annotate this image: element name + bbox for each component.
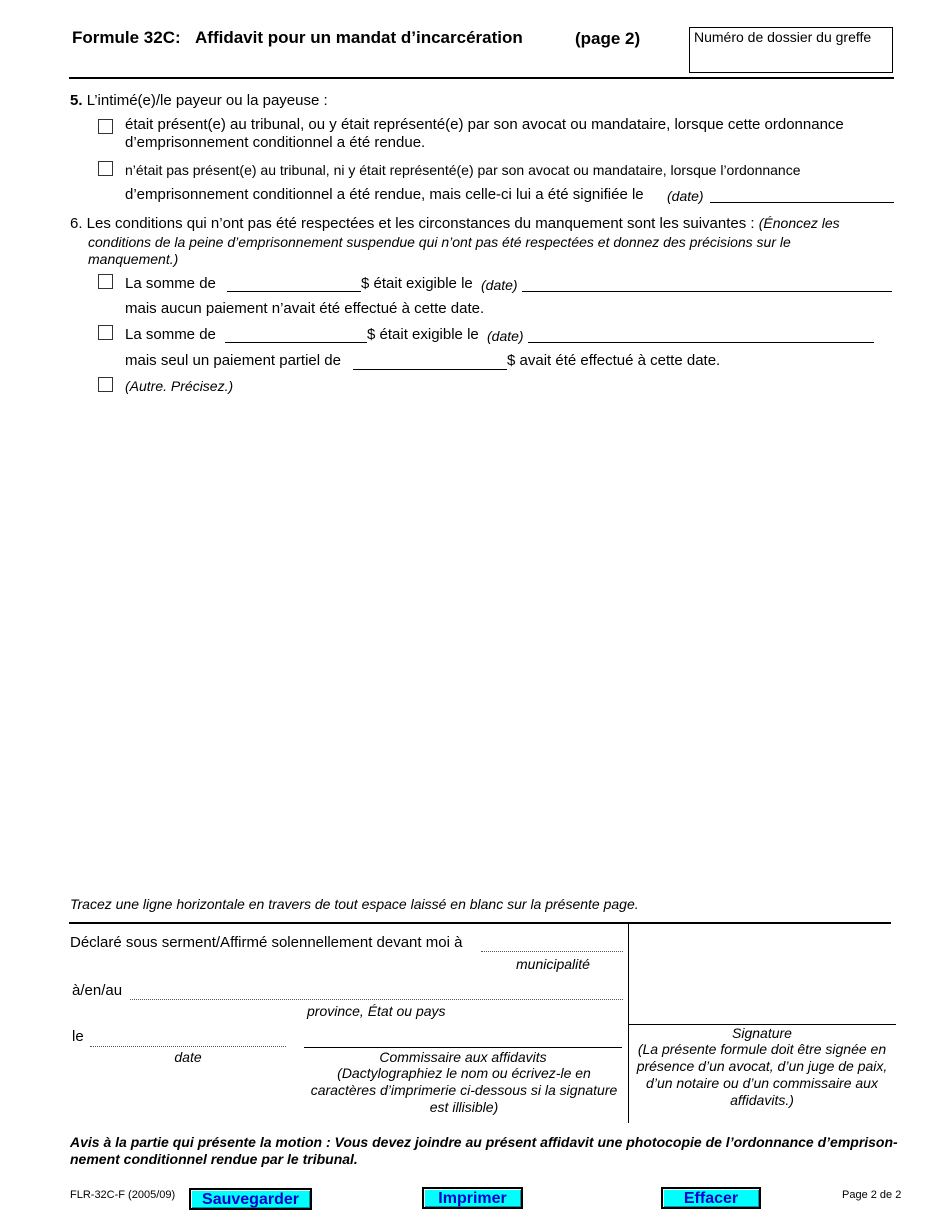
form-number: Formule 32C:	[72, 28, 181, 47]
checkbox-not-present[interactable]	[98, 161, 113, 176]
row1-date-field[interactable]	[522, 291, 892, 292]
form-code: FLR-32C-F (2005/09)	[70, 1189, 176, 1201]
row2-due-label: $ était exigible le	[367, 326, 479, 343]
row2-sum-label: La somme de	[125, 326, 216, 343]
header-rule	[69, 77, 894, 79]
section6-intro	[70, 215, 894, 232]
notice-line2: nement conditionnel rendue par le tribunal.	[70, 1151, 358, 1167]
checkbox-no-payment[interactable]	[98, 274, 113, 289]
row2-made-label: $ avait été effectué à cette date.	[507, 352, 721, 369]
jurat-top-rule	[69, 922, 891, 924]
row2-partial-amount-field[interactable]	[353, 369, 507, 370]
sworn-label: Déclaré sous serment/Affirmé solennellement devant moi à	[70, 934, 463, 951]
blank-space-instruction: Tracez une ligne horizontale en travers de tout espace laissé en blanc sur la présente page.	[70, 896, 639, 912]
section5-label: L’intimé(e)/le payeur ou la payeuse :	[86, 92, 328, 109]
row2-date-hint: (date)	[487, 328, 524, 344]
form-title: Affidavit pour un mandat d’incarcération	[195, 28, 523, 47]
row2-date-field[interactable]	[528, 342, 874, 343]
row1-due-label: $ était exigible le	[361, 275, 473, 292]
notice-line1: Avis à la partie qui présente la motion : Vous devez joindre au présent affidavit une photocopie de l’ordonnance d’emprison-	[70, 1134, 898, 1150]
on-label: le	[72, 1028, 84, 1045]
other-label: (Autre. Précisez.)	[125, 378, 234, 394]
jurat-vertical-divider	[628, 923, 629, 1123]
row1-date-hint: (date)	[481, 277, 518, 293]
row1-amount-field[interactable]	[227, 291, 361, 292]
commissioner-note: (Dactylographiez le nom ou écrivez-le en caractères d’imprimerie ci-dessous si la signature est illisible)	[310, 1065, 618, 1115]
served-date-hint: (date)	[667, 188, 704, 204]
row1-sum-label: La somme de	[125, 275, 216, 292]
section6-intro-text: 6. Les conditions qui n’ont pas été respectées et les circonstances du manquement sont les suivantes :	[70, 215, 755, 232]
checkbox-partial-payment[interactable]	[98, 325, 113, 340]
row1-continuation: mais aucun paiement n’avait été effectué à cette date.	[125, 300, 485, 317]
court-file-label: Numéro de dossier du greffe	[694, 29, 872, 45]
province-caption: province, État ou pays	[307, 1003, 446, 1019]
option-not-present-line2: d’emprisonnement conditionnel a été rendue, mais celle-ci lui a été signifiée le	[125, 186, 644, 203]
jurat-date-caption: date	[174, 1049, 202, 1065]
signature-note: (La présente formule doit être signée en présence d’un avocat, d’un juge de paix, d’un notaire ou d’un commissaire aux affidavits.)	[636, 1041, 888, 1108]
option-not-present-line1: n’était pas présent(e) au tribunal, ni y était représenté(e) par son avocat ou mandataire, lorsque l’ordonnance	[125, 162, 801, 178]
page-number: Page 2 de 2	[842, 1189, 902, 1201]
commissioner-caption: Commissaire aux affidavits	[379, 1049, 547, 1065]
court-file-number-field[interactable]	[689, 27, 893, 73]
save-button[interactable]: Sauvegarder	[189, 1188, 312, 1210]
checkbox-present[interactable]	[98, 119, 113, 134]
municipality-caption: municipalité	[516, 956, 590, 972]
row2-partial-label: mais seul un paiement partiel de	[125, 352, 341, 369]
served-date-field[interactable]	[710, 202, 894, 203]
section6-intro-italic: (Énoncez les	[758, 215, 840, 231]
municipality-field[interactable]	[481, 951, 623, 952]
page-label: (page 2)	[575, 29, 641, 48]
signature-caption: Signature	[732, 1025, 792, 1041]
checkbox-other[interactable]	[98, 377, 113, 392]
option-present-line2: d’emprisonnement conditionnel a été rendue.	[125, 134, 426, 151]
clear-button[interactable]: Effacer	[661, 1187, 761, 1209]
section5-heading	[70, 92, 328, 109]
commissioner-field[interactable]	[304, 1047, 622, 1048]
jurat-date-field[interactable]	[90, 1046, 286, 1047]
section6-italic-line2: conditions de la peine d’emprisonnement suspendue qui n’ont pas été respectées et donnez des précisions sur le	[88, 234, 791, 250]
in-label: à/en/au	[72, 982, 123, 999]
province-field[interactable]	[130, 999, 623, 1000]
option-present-line1: était présent(e) au tribunal, ou y était représenté(e) par son avocat ou mandataire, lorsque cette ordonnance	[125, 116, 844, 133]
row2-amount-field[interactable]	[225, 342, 367, 343]
print-button[interactable]: Imprimer	[422, 1187, 523, 1209]
section6-italic-line3: manquement.)	[88, 251, 179, 267]
section5-number: 5.	[70, 92, 83, 109]
